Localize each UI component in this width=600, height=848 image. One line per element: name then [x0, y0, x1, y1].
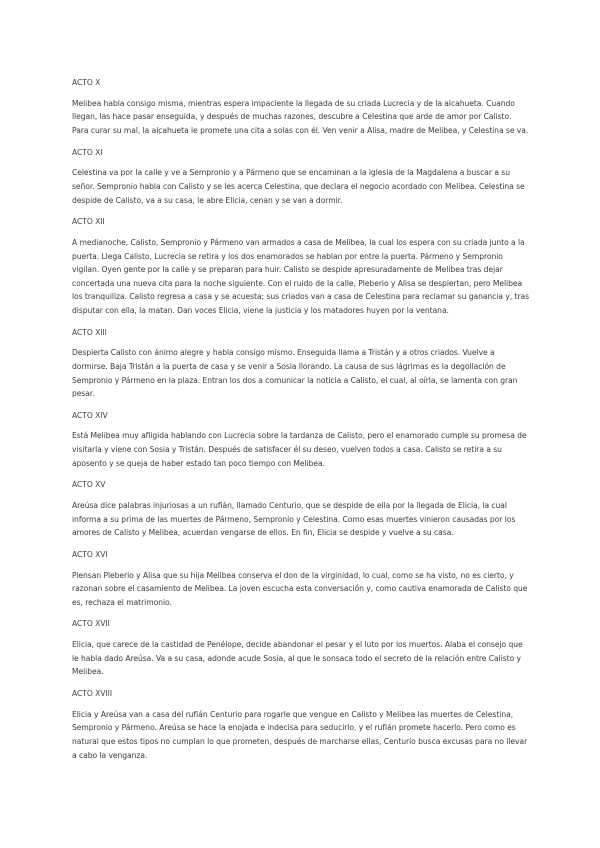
- act-summary: Celestina va por la calle y ve a Sempronio y a Pármeno que se encaminan a la iglesia de la Magdalena a buscar a su señor. Sempronio habla con Calisto y se les acerca Celestina, que declara el negocio acordado con Melibea. Celestina se despide de Calisto, va a su casa, le abre Elicia, cenan y se van a dormir.: [72, 168, 525, 205]
- act-summary: Está Melibea muy afligida hablando con Lucrecia sobre la tardanza de Calisto, pero el enamorado cumple su promesa de visitarla y viene con Sosia y Tristán. Después de satisfacer él su deseo, vuelven todos a casa. Calisto se retira a su aposento y se queja de haber estado tan poco tiempo con Melibea.: [72, 431, 527, 468]
- act-title: ACTO XVII: [72, 619, 110, 629]
- document-page: [72, 78, 530, 772]
- act-section: [72, 328, 530, 401]
- act-title: ACTO XIII: [72, 327, 107, 337]
- act-title: ACTO XVIII: [72, 689, 113, 698]
- act-summary: Areúsa dice palabras injuriosas a un rufián, llamado Centurio, que se despide de ella por la llegada de Elicia, la cual informa a su prima de las muertes de Pármeno, Sempronio y Celestina. Como esas muertes vinieron causadas por los amores de Calisto y Melibea, acuerdan vengarse de ellos. En fin, Elicia se despide y vuelve a su casa.: [72, 501, 516, 538]
- act-summary: A medianoche, Calisto, Sempronio y Pármeno van armados a casa de Melibea, la cual los espera con su criada junto a la puerta. Llega Calisto, Lucrecia se retira y los dos enamorados se hablan por entre la puerta. Pármeno y Sempronio vigilan. Oyen gente por la calle y se preparan para huir. Calisto se despide apresuradamente de Melibea tras dejar concertada una nueva cita para la noche siguiente. Con el ruido de la calle, Pleberio y Alisa se despiertan, pero Melibea los tranquiliza. Calisto regresa a casa y se acuesta; sus criados van a casa de Celestina para reclamar su ganancia y, tras disputar con ella, la matan. Dan voces Elicia, viene la justicia y los matadores huyen por la ventana.: [72, 237, 530, 315]
- act-section: [72, 689, 530, 762]
- act-section: [72, 619, 530, 679]
- act-section: [72, 480, 530, 540]
- act-section: [72, 550, 530, 610]
- act-title: ACTO XV: [72, 480, 106, 490]
- act-section: [72, 78, 530, 138]
- act-summary: Melibea habla consigo misma, mientras espera impaciente la llegada de su criada Lucrecia y de la alcahueta. Cuando llegan, las hace pasar enseguida, y después de muchas razones, descubre a Celestina que arde de amor por Calisto. Para curar su mal, la alcahueta le promete una cita a solas con él. Ven venir a Alisa, madre de Melibea, y Celestina se va.: [72, 98, 529, 135]
- act-title: ACTO XII: [72, 217, 105, 227]
- act-summary: Piensan Pleberio y Alisa que su hija Melibea conserva el don de la virginidad, lo cual, como se ha visto, no es cierto, y razonan sobre el casamiento de Melibea. La joven escucha esta conversación y, como cautiva enamorada de Calisto que es, rechaza el matrimonio.: [72, 570, 528, 607]
- act-title: ACTO XI: [72, 147, 103, 157]
- act-section: [72, 411, 530, 471]
- act-section: [72, 217, 530, 317]
- act-summary: Despierta Calisto con ánimo alegre y habla consigo mismo. Enseguida llama a Tristán y a otros criados. Vuelve a dormirse. Baja Tristán a la puerta de casa y se venir a Sosia llorando. La causa de sus lágrimas es la degollación de Sempronio y Pármeno en la plaza. Entran los dos a comunicar la noticia a Calisto, el cual, al oírla, se lamenta con gran pesar.: [72, 348, 518, 399]
- act-title: ACTO X: [72, 78, 101, 87]
- act-section: [72, 148, 530, 208]
- act-title: ACTO XVI: [72, 549, 108, 559]
- act-title: ACTO XIV: [72, 410, 108, 420]
- act-summary: Elicia, que carece de la castidad de Penélope, decide abandonar el pesar y el luto por los muertos. Alaba el consejo que le habla dado Areúsa. Va a su casa, adonde acude Sosia, al que le sonsaca todo el secreto de la relación entre Calisto y Melibea.: [72, 640, 523, 677]
- act-summary: Elicia y Areúsa van a casa del rufián Centurio para rogarle que vengue en Calisto y Melibea las muertes de Celestina, Sempronio y Pármeno. Areúsa se hace la enojada e indecisa para seducirlo, y el rufián promete hacerlo. Pero como es natural que estos tipos no cumplan lo que prometen, después de marcharse ellas, Centurio busca excusas para no llevar a cabo la venganza.: [72, 709, 528, 760]
